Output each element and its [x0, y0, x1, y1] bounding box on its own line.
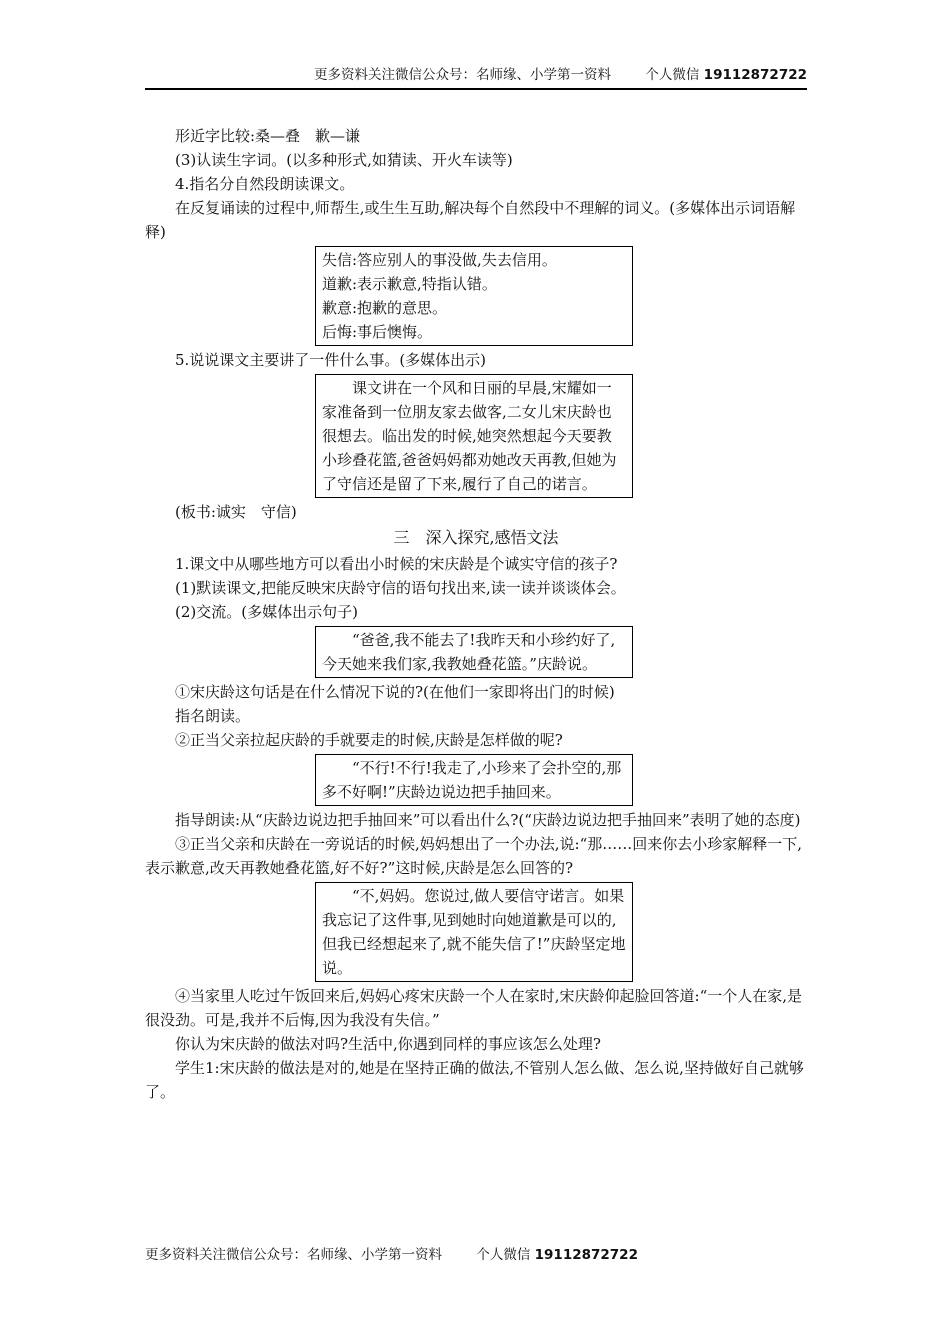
paragraph: ②正当父亲拉起庆龄的手就要走的时候,庆龄是怎样做的呢? [175, 731, 563, 749]
paragraph: ①宋庆龄这句话是在什么情况下说的?(在他们一家即将出门的时候) [175, 683, 615, 701]
paragraph: ③正当父亲和庆龄在一旁说话的时候,妈妈想出了一个办法,说:“那……回来你去小珍家解释一下,表示歉意,改天再教她叠花篮,好不好?”这时候,庆龄是怎么回答的? [145, 835, 803, 877]
paragraph: (3)认读生字词。(以多种形式,如猜读、开火车读等) [175, 151, 513, 169]
quote-text: “爸爸,我不能去了!我昨天和小珍约好了,今天她来我们家,我教她叠花篮。”庆龄说。 [322, 631, 616, 673]
document-body [145, 124, 807, 1104]
definition-line: 后悔:事后懊悔。 [322, 323, 433, 341]
paragraph: 学生1:宋庆龄的做法是对的,她是在坚持正确的做法,不管别人怎么做、怎么说,坚持做好自己就够了。 [145, 1059, 804, 1101]
page-header [145, 66, 807, 90]
definition-line: 歉意:抱歉的意思。 [322, 299, 448, 317]
paragraph: (2)交流。(多媒体出示句子) [175, 603, 358, 621]
header-wechat-label: 个人微信 [645, 67, 700, 83]
page-footer [145, 1243, 638, 1263]
paragraph: 在反复诵读的过程中,师帮生,或生生互助,解决每个自然段中不理解的词义。(多媒体出示词语解释) [145, 199, 796, 241]
definition-line: 道歉:表示歉意,特指认错。 [322, 275, 497, 293]
quote-box [315, 626, 633, 678]
paragraph: (1)默读课文,把能反映宋庆龄守信的语句找出来,读一读并谈谈体会。 [175, 579, 626, 597]
header-text: 更多资料关注微信公众号：名师缘、小学第一资料 [314, 67, 612, 83]
footer-wechat-id: 19112872722 [534, 1247, 638, 1263]
footer-wechat-label: 个人微信 [476, 1247, 531, 1263]
paragraph: 1.课文中从哪些地方可以看出小时候的宋庆龄是个诚实守信的孩子? [175, 555, 618, 573]
quote-text: “不,妈妈。您说过,做人要信守诺言。如果我忘记了这件事,见到她时向她道歉是可以的,但我已经想起来了,就不能失信了!”庆龄坚定地说。 [322, 887, 626, 977]
paragraph: 指导朗读:从“庆龄边说边把手抽回来”可以看出什么?(“庆龄边说边把手抽回来”表明了她的态度) [175, 811, 801, 829]
definition-line: 失信:答应别人的事没做,失去信用。 [322, 251, 557, 269]
quote-text: “不行!不行!我走了,小珍来了会扑空的,那多不好啊!”庆龄边说边把手抽回来。 [322, 759, 622, 801]
definition-box [315, 246, 633, 346]
footer-text: 更多资料关注微信公众号：名师缘、小学第一资料 [145, 1247, 442, 1263]
paragraph: 4.指名分自然段朗读课文。 [175, 175, 355, 193]
section-title: 三 深入探究,感悟文法 [393, 528, 559, 547]
paragraph: 指名朗读。 [175, 707, 251, 725]
paragraph: 你认为宋庆龄的做法对吗?生活中,你遇到同样的事应该怎么处理? [175, 1035, 601, 1053]
header-wechat-id: 19112872722 [703, 67, 807, 83]
paragraph: ④当家里人吃过午饭回来后,妈妈心疼宋庆龄一个人在家时,宋庆龄仰起脸回答道:“一个人在家,是很没劲。可是,我并不后悔,因为我没有失信。” [145, 987, 803, 1029]
quote-box [315, 882, 633, 982]
summary-box [315, 374, 633, 498]
summary-text: 课文讲在一个风和日丽的早晨,宋耀如一家准备到一位朋友家去做客,二女儿宋庆龄也很想去。临出发的时候,她突然想起今天要教小珍叠花篮,爸爸妈妈都劝她改天再教,但她为了守信还是留了下来,履行了自己的诺言。 [322, 379, 617, 493]
paragraph: (板书:诚实 守信) [175, 503, 297, 521]
paragraph: 形近字比较:桑—叠 歉—谦 [175, 127, 361, 145]
paragraph: 5.说说课文主要讲了一件什么事。(多媒体出示) [175, 351, 487, 369]
quote-box [315, 754, 633, 806]
